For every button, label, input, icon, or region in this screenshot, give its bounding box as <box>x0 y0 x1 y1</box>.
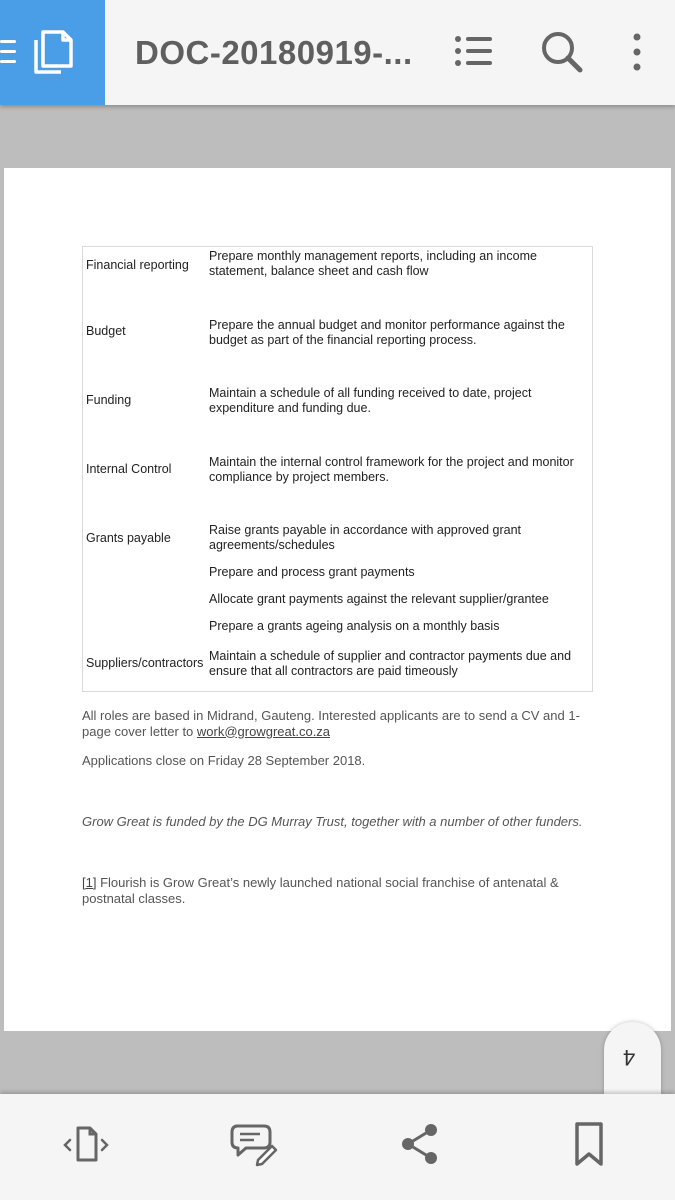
duties-table <box>82 246 593 692</box>
comment-icon[interactable] <box>228 1120 278 1168</box>
list-icon[interactable] <box>452 30 494 72</box>
row-label: Grants payable <box>86 531 171 545</box>
hamburger-icon[interactable] <box>0 40 16 64</box>
document-page[interactable] <box>4 168 671 1031</box>
row-description: Raise grants payable in accordance with approved grant agreements/schedules <box>209 523 521 552</box>
email-link[interactable]: work@growgreat.co.za <box>196 723 331 739</box>
more-vertical-icon[interactable] <box>628 30 646 74</box>
row-description: Prepare monthly management reports, including an income statement, balance sheet and cash flow <box>209 249 537 278</box>
footnote <box>82 875 592 906</box>
page-number-indicator[interactable] <box>604 1022 661 1094</box>
row-description: Maintain a schedule of all funding received to date, project expenditure and funding due. <box>209 386 532 415</box>
row-label: Internal Control <box>86 462 172 476</box>
share-icon[interactable] <box>398 1120 442 1168</box>
page-view-icon[interactable] <box>62 1120 110 1168</box>
row-label: Suppliers/contractors <box>86 656 204 670</box>
bottom-toolbar <box>0 1094 675 1200</box>
document-title: DOC-20180919-... <box>135 34 413 71</box>
row-description: Maintain the internal control framework for the project and monitor compliance by project members. <box>209 455 574 484</box>
close-date-paragraph: Applications close on Friday 28 September 2018. <box>82 753 366 768</box>
row-description: Prepare and process grant payments <box>209 565 415 579</box>
row-description: Prepare a grants ageing analysis on a monthly basis <box>209 619 500 633</box>
row-description: Maintain a schedule of supplier and contractor payments due and ensure that all contractors are paid timeously <box>209 649 572 678</box>
row-description: Prepare the annual budget and monitor performance against the budget as part of the financial reporting process. <box>209 318 565 347</box>
home-button[interactable] <box>0 0 105 105</box>
roles-text: All roles are based in Midrand, Gauteng. Interested applicants are to send a CV and 1-page cover letter to <box>82 708 580 739</box>
row-description: Allocate grant payments against the relevant supplier/grantee <box>209 592 549 606</box>
funded-paragraph: Grow Great is funded by the DG Murray Trust, together with a number of other funders. <box>82 814 583 829</box>
search-icon[interactable] <box>540 30 584 74</box>
roles-paragraph <box>82 708 592 739</box>
document-icon <box>33 30 73 74</box>
row-label: Financial reporting <box>86 258 189 272</box>
footnote-ref-link[interactable]: [1] <box>82 875 97 890</box>
page-number: 4 <box>623 1045 636 1070</box>
row-label: Budget <box>86 324 126 338</box>
bookmark-icon[interactable] <box>572 1120 606 1168</box>
app-bar <box>0 0 675 105</box>
footnote-text: Flourish is Grow Great’s newly launched national social franchise of antenatal & postnatal classes. <box>82 875 559 906</box>
row-label: Funding <box>86 393 132 407</box>
